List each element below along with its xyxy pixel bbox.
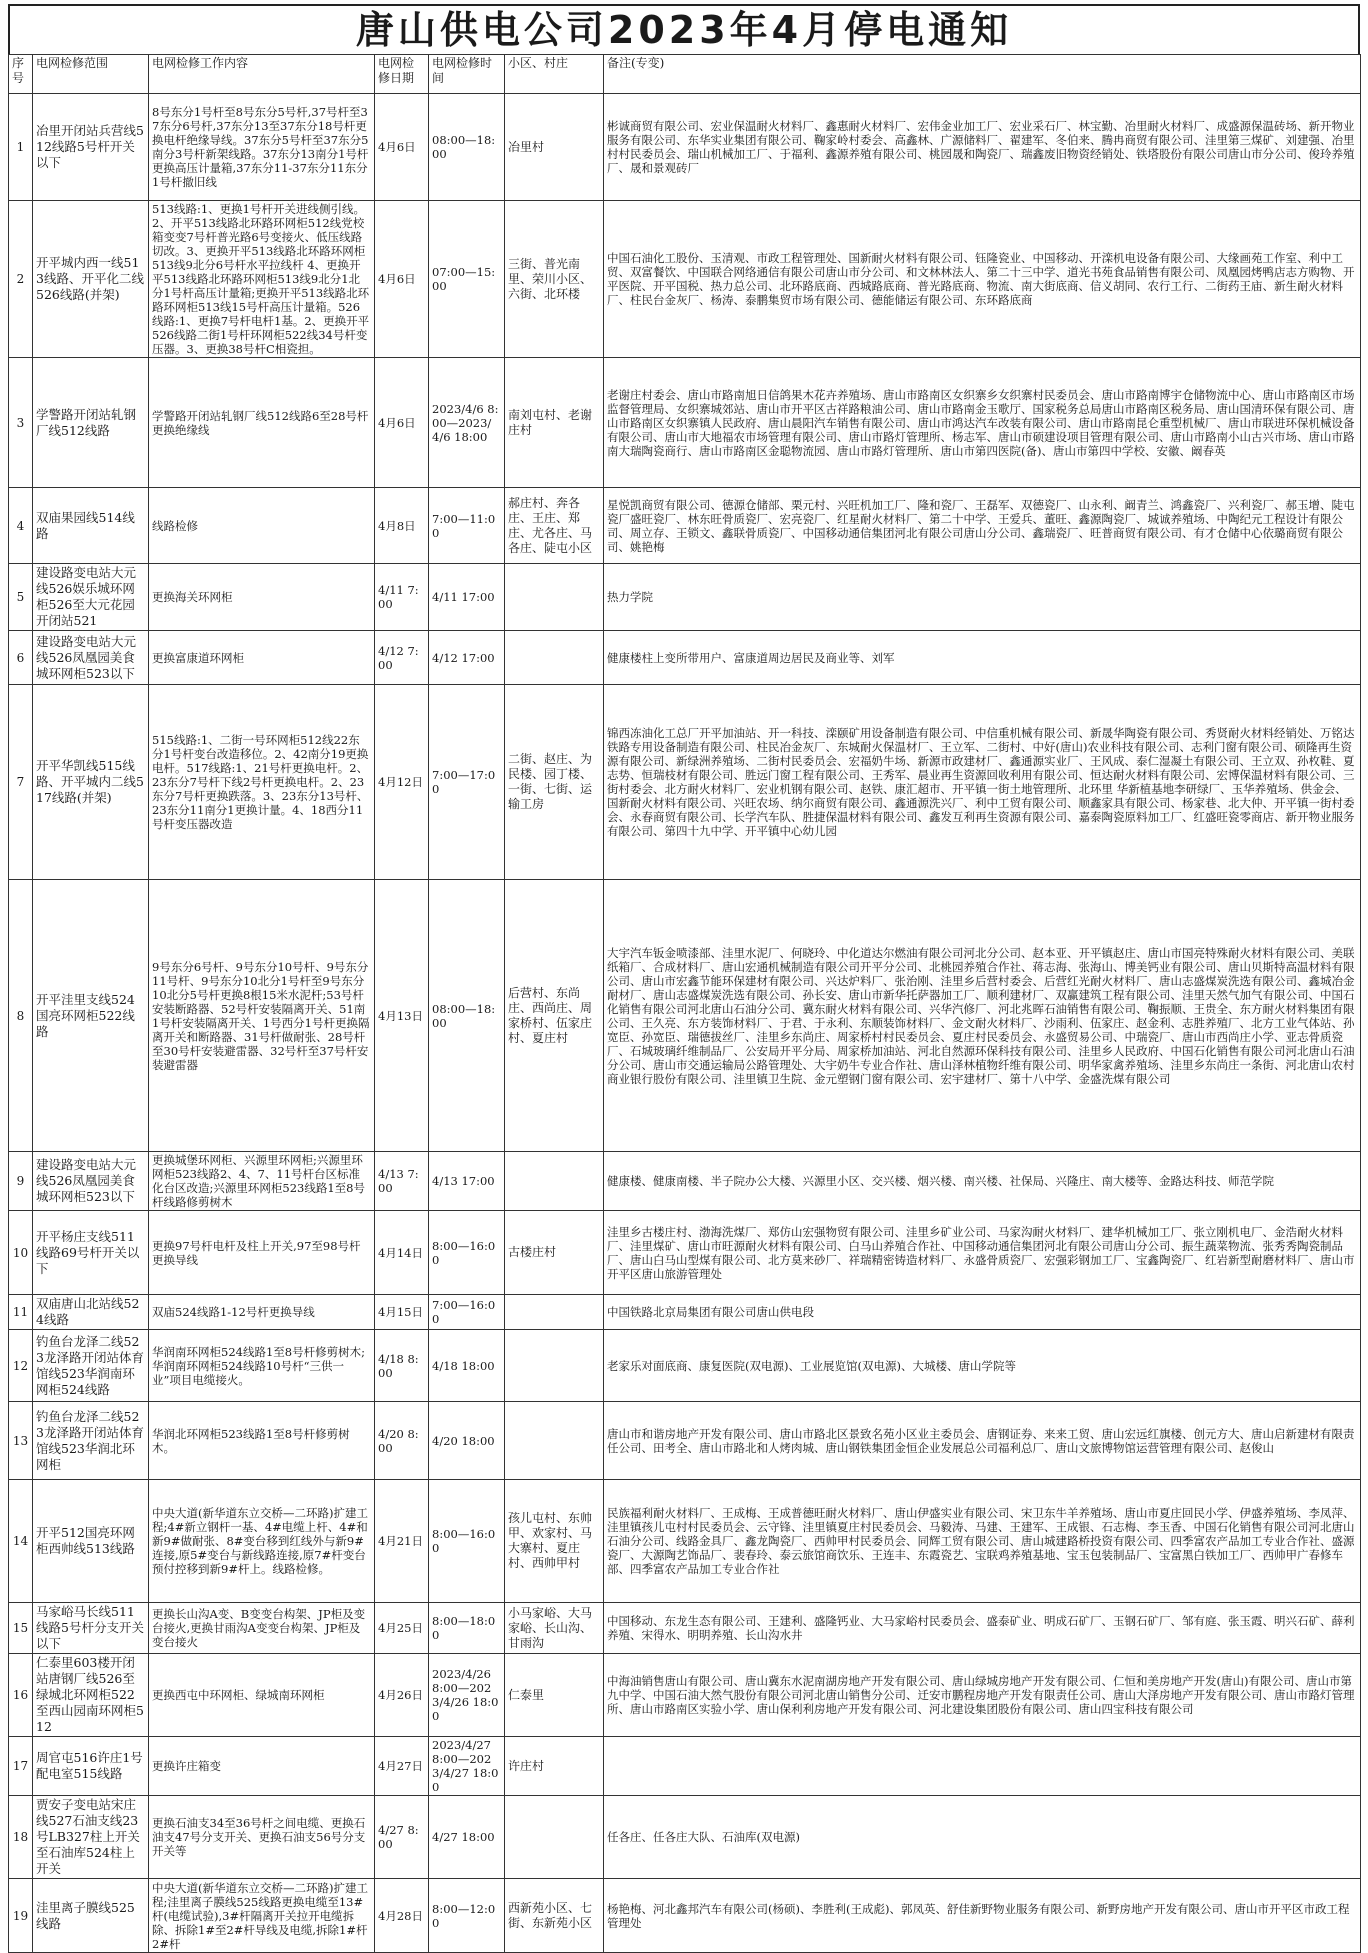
table-row bbox=[9, 1879, 1361, 1953]
cell-village: 西新苑小区、七街、东新苑小区 bbox=[505, 1879, 604, 1953]
cell-note: 老家乐对面底商、康复医院(双电源)、工业展览馆(双电源)、大城楼、唐山学院等 bbox=[604, 1330, 1361, 1402]
cell-note: 唐山市和谐房地产开发有限公司、唐山市路北区景致名苑小区业主委员会、唐钢证券、来来工贸、唐山宏远红旗楼、创元方大、唐山启新建材有限责任公司、田考全、唐山市路北和人烤肉城、唐山钢铁集团金恒企业发展总公司福利总厂、唐山文旅博物馆运营管理有限公司、赵俊山 bbox=[604, 1402, 1361, 1480]
cell-time: 07:00—15:00 bbox=[429, 201, 505, 358]
cell-work: 华润北环网柜523线路1至8号杆修剪树木。 bbox=[149, 1402, 375, 1480]
cell-note: 任各庄、任各庄大队、石油库(双电源) bbox=[604, 1796, 1361, 1879]
cell-no: 14 bbox=[9, 1480, 33, 1603]
cell-no: 16 bbox=[9, 1654, 33, 1737]
cell-work: 线路检修 bbox=[149, 488, 375, 564]
table-row bbox=[9, 564, 1361, 631]
header-range: 电网检修范围 bbox=[33, 55, 149, 94]
cell-range: 学警路开闭站轧钢厂线512线路 bbox=[33, 358, 149, 488]
cell-work: 515线路:1、二街一号环网柜512线22东分1号杆变台改造移位。2、42南分19更换电杆。517线路:1、21号杆更换电杆。2、23东分7号杆下线2号杆更换电杆。2、23东分7号杆更换跌落。3、23东分13号杆、23东分11南分1更换计量。4、18西分11号杆变压器改造 bbox=[149, 685, 375, 880]
cell-date: 4/12 7:00 bbox=[375, 631, 429, 685]
cell-note: 健康楼柱上变所带用户、富康道周边居民及商业等、刘军 bbox=[604, 631, 1361, 685]
cell-village: 古楼庄村 bbox=[505, 1211, 604, 1295]
cell-range: 钓鱼台龙泽二线523龙泽路开闭站体育馆线523华润南环网柜524线路 bbox=[33, 1330, 149, 1402]
table-row bbox=[9, 685, 1361, 880]
cell-range: 仁泰里603楼开闭站唐钢厂线526至绿城北环网柜522至西山园南环网柜512 bbox=[33, 1654, 149, 1737]
cell-date: 4月14日 bbox=[375, 1211, 429, 1295]
cell-work: 513线路:1、更换1号杆开关进线侧引线。2、开平513线路北环路环网柜512线党校箱变变7号杆普光路6号变接火、低压线路切改。3、更换开平513线路北环路环网柜513线9北分6号杆水平拉线杆 4、更换开平513线路北环路环网柜513线9北分1北分1号杆高压计量箱;更换开平513线路北环路环网柜513线15号杆高压计量箱。526线路:1、更换7号杆电杆1基。2、更换开平526线路二街1号杆环网柜522线34号杆变压器。3、更换38号杆C相瓷担。 bbox=[149, 201, 375, 358]
cell-work: 9号东分6号杆、9号东分10号杆、9号东分11号杆、9号东分10北分1号杆至9号东分10北分5号杆更换8根15米水泥杆;53号杆安装断路器、52号杆安装隔离开关、51南1号杆安装隔离开关、1号西分1号杆更换隔离开关和断路器、31号杆做耐张、28号杆至30号杆安装避雷器、32号杆至37号杆安装避雷器 bbox=[149, 880, 375, 1152]
header-village: 小区、村庄 bbox=[505, 55, 604, 94]
cell-note: 星悦凯商贸有限公司、德源仓储部、栗元村、兴旺机加工厂、隆和瓷厂、王磊军、双德瓷厂、山永利、阚青兰、鸿鑫瓷厂、兴利瓷厂、郝玉增、陡屯瓷厂盛旺瓷厂、林东旺骨质瓷厂、宏亮瓷厂、红星耐火材料厂、第二十中学、王爱兵、董旺、鑫源陶瓷厂、城诚养殖场、中陶纪元工程设计有限公司、周立存、王锁文、鑫联骨质瓷厂、中国移动通信集团河北有限公司唐山分公司、鑫瑞瓷厂、旺普商贸有限公司、有才仓储中心依璐商贸有限公司、姚艳梅 bbox=[604, 488, 1361, 564]
table-row bbox=[9, 488, 1361, 564]
table-row bbox=[9, 358, 1361, 488]
cell-range: 马家峪马长线511线路5号杆分支开关以下 bbox=[33, 1603, 149, 1654]
cell-note: 热力学院 bbox=[604, 564, 1361, 631]
cell-note: 中国石油化工股份、玉清观、市政工程管理处、国新耐火材料有限公司、钰隆瓷业、中国移动、开滦机电设备有限公司、大缘画苑工作室、利中工贸、双富餐饮、中国联合网络通信有限公司唐山市分公司、和文林林法人、第二十三中学、道光书苑食品销售有限公司、凤凰园烤鸭店志方购物、开平医院、开平国税、热力总公司、北环路底商、西城路底商、普光路底商、物流、南大街底商、信义胡同、农行工行、二街药王庙、新生耐火材料厂、柱民台金灰厂、杨涛、泰鹏集贸市场有限公司、德能储运有限公司、东环路底商 bbox=[604, 201, 1361, 358]
cell-date: 4月6日 bbox=[375, 358, 429, 488]
cell-work: 8号东分1号杆至8号东分5号杆,37号杆至37东分6号杆,37东分13至37东分18号杆更换电杆绝缘导线。37东分5号杆至37东分5南分3号杆新架线路。37东分13南分1号杆更换高压计量箱,37东分11-37东分11东分1号杆撤旧线 bbox=[149, 94, 375, 201]
cell-village bbox=[505, 631, 604, 685]
cell-village: 南刘屯村、老谢庄村 bbox=[505, 358, 604, 488]
cell-village bbox=[505, 1152, 604, 1211]
cell-range: 开平城内西一线513线路、开平化二线526线路(并架) bbox=[33, 201, 149, 358]
cell-time: 8:00—16:00 bbox=[429, 1211, 505, 1295]
cell-note: 民族福利耐火材料厂、王成梅、王成普德旺耐火材料厂、唐山伊盛实业有限公司、宋卫东牛羊养殖场、唐山市夏庄回民小学、伊盛养殖场、李凤萍、洼里镇孩儿屯村村民委员会、云守锋、洼里镇夏庄村民委员会、马毅涛、马建、王建军、王成银、石志梅、李玉香、中国石化销售有限公司河北唐山石油分公司、线路金具厂、鑫龙陶瓷厂、西帅甲村民委员会、同辉工贸有限公司、唐山城建路桥投资有限公司、四季富农产品加工专业合作社、盛源瓷厂、大源陶艺饰品厂、裴春玲、泰云旅馆商饮乐、王连丰、东霞瓷艺、宝联鸡养殖基地、宝玉包装制品厂、宝富黑白铁加工厂、西帅甲广春修车部、四季富农产品加工专业合作社 bbox=[604, 1480, 1361, 1603]
cell-time: 7:00—11:00 bbox=[429, 488, 505, 564]
cell-range: 开平洼里支线524国亮环网柜522线路 bbox=[33, 880, 149, 1152]
cell-date: 4/27 8:00 bbox=[375, 1796, 429, 1879]
cell-village: 孩儿屯村、东帅甲、欢家村、马大寨村、夏庄村、西帅甲村 bbox=[505, 1480, 604, 1603]
cell-range: 周官屯516许庄1号配电室515线路 bbox=[33, 1737, 149, 1796]
cell-village bbox=[505, 1796, 604, 1879]
cell-note bbox=[604, 1737, 1361, 1796]
cell-work: 双庙524线路1-12号杆更换导线 bbox=[149, 1295, 375, 1330]
cell-no: 5 bbox=[9, 564, 33, 631]
table-body bbox=[9, 94, 1361, 1953]
cell-time: 4/27 18:00 bbox=[429, 1796, 505, 1879]
cell-village bbox=[505, 1402, 604, 1480]
table-row bbox=[9, 1330, 1361, 1402]
cell-time: 2023/4/6 8:00—2023/4/6 18:00 bbox=[429, 358, 505, 488]
cell-range: 贾安子变电站宋庄线527石油支线23号LB327柱上开关至石油库524柱上开关 bbox=[33, 1796, 149, 1879]
cell-range: 建设路变电站大元线526凤凰园美食城环网柜523以下 bbox=[33, 1152, 149, 1211]
cell-work: 更换富康道环网柜 bbox=[149, 631, 375, 685]
cell-time: 2023/4/26 8:00—2023/4/26 18:00 bbox=[429, 1654, 505, 1737]
cell-village: 许庄村 bbox=[505, 1737, 604, 1796]
header-date: 电网检修日期 bbox=[375, 55, 429, 94]
cell-range: 钓鱼台龙泽二线523龙泽路开闭站体育馆线523华润北环网柜 bbox=[33, 1402, 149, 1480]
cell-date: 4月12日 bbox=[375, 685, 429, 880]
cell-note: 洼里乡古楼庄村、渤海洗煤厂、郑仿山宏强物贸有限公司、洼里乡矿业公司、马家沟耐火材料厂、建华机械加工厂、张立刚机电厂、金浩耐火材料厂、洼里煤矿、唐山市旺源耐火材料有限公司、白马山养殖合作社、中国移动通信集团河北有限公司唐山分公司、振生蔬菜物流、张秀秀陶瓷制品厂、唐山白马山型煤有限公司、北方莫来砂厂、祥瑞精密铸造材料厂、永盛骨质瓷厂、宏强彩钢加工厂、宝鑫陶瓷厂、红岩新型耐磨材料厂、唐山市开平区唐山旅游管理处 bbox=[604, 1211, 1361, 1295]
cell-village: 二街、赵庄、为民楼、园丁楼、一街、七街、运输工房 bbox=[505, 685, 604, 880]
cell-date: 4月6日 bbox=[375, 201, 429, 358]
cell-work: 更换西屯中环网柜、绿城南环网柜 bbox=[149, 1654, 375, 1737]
table-row bbox=[9, 1152, 1361, 1211]
cell-note: 大宇汽车钣金喷漆部、洼里水泥厂、何晓玲、中化道达尔燃油有限公司河北分公司、赵本亚、开平镇赵庄、唐山市国亮特殊耐火材料有限公司、美联纸箱厂、合成材料厂、唐山宏通机械制造有限公司开平分公司、北桃园养殖合作社、蒋志海、张海山、博美钙业有限公司、唐山贝斯特高温材料有限公司、唐山市宏鑫节能环保建材有限公司、兴达炉料厂、张治刚、洼里乡后营村委会、后营红光耐火材料厂、唐山志盛煤炭洗选有限公司、鑫城冶金耐材厂、唐山志盛煤炭洗选有限公司、孙长安、唐山市新华托萨器加工厂、顺利建材厂、双赢建筑工程有限公司、洼里天然气加气有限公司、中国石化销售有限公司河北唐山石油分公司、冀东耐火材料有限公司、兴华汽修厂、河北兆晖石油销售有限公司、鞠振顺、王贵全、东方耐火材料集团有限公司、王久亮、东方装饰材料厂、于君、于永利、东顺装饰材料厂、金文耐火材料厂、沙雨利、伍家庄、赵金利、志胜养殖厂、北方工业气体站、孙宽臣、孙宽臣、瑞德拔丝厂、洼里乡东尚庄、周家桥村村民委员会、夏庄村民委员会、永盛贸易公司、中瑞瓷厂、唐山市西尚庄小学、亚志骨质瓷厂、石城玻璃纤维制品厂、公安局开平分局、周家桥加油站、河北自然源环保科技有限公司、洼里乡人民政府、中国石化销售有限公司河北唐山石油分公司、唐山市交通运输局公路管理处、大宇奶牛专业合作社、唐山泽林植物纤维有限公司、明华家禽养殖场、洼里乡东尚庄一条街、河北唐山农村商业银行股份有限公司、洼里镇卫生院、金元塑钢门窗有限公司、宏宇建材厂、第十八中学、金盛洗煤有限公司 bbox=[604, 880, 1361, 1152]
cell-work: 更换97号杆电杆及柱上开关,97至98号杆更换导线 bbox=[149, 1211, 375, 1295]
cell-range: 开平512国亮环网柜西帅线513线路 bbox=[33, 1480, 149, 1603]
cell-time: 4/18 18:00 bbox=[429, 1330, 505, 1402]
cell-time: 7:00—16:00 bbox=[429, 1295, 505, 1330]
table-header-row bbox=[9, 55, 1361, 94]
cell-no: 12 bbox=[9, 1330, 33, 1402]
cell-work: 更换长山沟A变、B变变台构架、JP柜及变台接火,更换甘雨沟A变变台构架、JP柜及变台接火 bbox=[149, 1603, 375, 1654]
cell-time: 2023/4/27 8:00—2023/4/27 18:00 bbox=[429, 1737, 505, 1796]
cell-note: 中国铁路北京局集团有限公司唐山供电段 bbox=[604, 1295, 1361, 1330]
table-row bbox=[9, 94, 1361, 201]
table-row bbox=[9, 880, 1361, 1152]
cell-time: 08:00—18:00 bbox=[429, 94, 505, 201]
cell-range: 双庙唐山北站线524线路 bbox=[33, 1295, 149, 1330]
table-row bbox=[9, 1796, 1361, 1879]
header-work: 电网检修工作内容 bbox=[149, 55, 375, 94]
cell-note: 中海油销售唐山有限公司、唐山冀东水泥南湖房地产开发有限公司、唐山绿城房地产开发有限公司、仁恒和美房地产开发(唐山)有限公司、唐山市第九中学、中国石油大然气股份有限公司河北唐山销售分公司、迁安市鹏程房地产开发有限责任公司、唐山大泽房地产开发有限公司、唐山市路灯管理所、唐山市路南区实验小学、唐山保利利房地产开发有限公司、河北建设集团股份有限公司、唐山四宝科技有限公司 bbox=[604, 1654, 1361, 1737]
cell-no: 19 bbox=[9, 1879, 33, 1953]
cell-time: 4/11 17:00 bbox=[429, 564, 505, 631]
notice-title: 唐山供电公司2023年4月停电通知 bbox=[8, 4, 1360, 54]
cell-village: 郝庄村、奔各庄、王庄、郑庄、尤各庄、马各庄、陡屯小区 bbox=[505, 488, 604, 564]
cell-date: 4/18 8:00 bbox=[375, 1330, 429, 1402]
cell-village: 三街、普光南里、荣川小区、六街、北环楼 bbox=[505, 201, 604, 358]
cell-no: 3 bbox=[9, 358, 33, 488]
table-row bbox=[9, 1603, 1361, 1654]
cell-work: 更换许庄箱变 bbox=[149, 1737, 375, 1796]
cell-time: 8:00—12:00 bbox=[429, 1879, 505, 1953]
cell-time: 4/13 17:00 bbox=[429, 1152, 505, 1211]
cell-no: 11 bbox=[9, 1295, 33, 1330]
cell-village bbox=[505, 1330, 604, 1402]
cell-no: 10 bbox=[9, 1211, 33, 1295]
header-no: 序号 bbox=[9, 55, 33, 94]
cell-no: 13 bbox=[9, 1402, 33, 1480]
cell-work: 更换海关环网柜 bbox=[149, 564, 375, 631]
cell-no: 18 bbox=[9, 1796, 33, 1879]
cell-time: 4/20 18:00 bbox=[429, 1402, 505, 1480]
cell-date: 4月21日 bbox=[375, 1480, 429, 1603]
table-row bbox=[9, 1654, 1361, 1737]
cell-date: 4月6日 bbox=[375, 94, 429, 201]
cell-note: 中国移动、东龙生态有限公司、王建利、盛隆钙业、大马家峪村民委员会、盛泰矿业、明成石矿厂、玉钢石矿厂、邹有庭、张玉霞、明兴石矿、薛利养殖、宋得水、明明养殖、长山沟水井 bbox=[604, 1603, 1361, 1654]
cell-date: 4月8日 bbox=[375, 488, 429, 564]
cell-no: 7 bbox=[9, 685, 33, 880]
cell-date: 4/13 7:00 bbox=[375, 1152, 429, 1211]
cell-time: 08:00—18:00 bbox=[429, 880, 505, 1152]
cell-range: 建设路变电站大元线526娱乐城环网柜526至大元花园开闭站521 bbox=[33, 564, 149, 631]
cell-date: 4月28日 bbox=[375, 1879, 429, 1953]
cell-time: 8:00—16:00 bbox=[429, 1480, 505, 1603]
cell-note: 杨艳梅、河北鑫邦汽车有限公司(杨硕)、李胜利(王成彪)、郭凤英、舒佳新野物业服务有限公司、新野房地产开发有限公司、唐山市开平区市政工程管理处 bbox=[604, 1879, 1361, 1953]
cell-range: 洼里离子膜线525线路 bbox=[33, 1879, 149, 1953]
cell-date: 4/11 7:00 bbox=[375, 564, 429, 631]
cell-work: 更换城堡环网柜、兴源里环网柜;兴源里环网柜523线路2、4、7、11号杆台区标准化台区改造;兴源里环网柜523线路1至8号杆线路修剪树木 bbox=[149, 1152, 375, 1211]
cell-date: 4月13日 bbox=[375, 880, 429, 1152]
cell-range: 建设路变电站大元线526凤凰园美食城环网柜523以下 bbox=[33, 631, 149, 685]
cell-work: 学警路开闭站轧钢厂线512线路6至28号杆更换绝缘线 bbox=[149, 358, 375, 488]
cell-range: 开平华凯线515线路、开平城内二线517线路(并架) bbox=[33, 685, 149, 880]
cell-work: 中央大道(新华道东立交桥—二环路)扩建工程;洼里离子膜线525线路更换电缆至13#杆(电缆试验),3#杆隔离开关拉开电缆拆除、拆除1#至2#杆导线及电缆,拆除1#杆2#杆 bbox=[149, 1879, 375, 1953]
cell-no: 6 bbox=[9, 631, 33, 685]
outage-table bbox=[8, 54, 1361, 1953]
header-time: 电网检修时间 bbox=[429, 55, 505, 94]
cell-note: 健康楼、健康南楼、半子院办公大楼、兴源里小区、交兴楼、烟兴楼、南兴楼、社保局、兴隆庄、南大楼等、金路达科技、师范学院 bbox=[604, 1152, 1361, 1211]
cell-note: 彬诚商贸有限公司、宏业保温耐火材料厂、鑫惠耐火材料厂、宏伟金业加工厂、宏业采石厂、林宝勤、冶里耐火材料厂、成盛源保温砖场、新开物业服务有限公司、东华实业集团有限公司、鞠家岭村委会、高鑫林、广源储料厂、翟建军、冬伯来、腾冉商贸有限公司、洼里第三煤矿、刘建强、冶里村村民委员会、瑞山机械加工厂、于福利、鑫源养殖有限公司、桃园晟和陶瓷厂、瑞鑫废旧物资经销处、铁塔股份有限公司唐山市分公司、俊玲养殖厂、晟和景观砖厂 bbox=[604, 94, 1361, 201]
table-row bbox=[9, 1480, 1361, 1603]
cell-time: 4/12 17:00 bbox=[429, 631, 505, 685]
cell-range: 冶里开闭站兵营线512线路5号杆开关以下 bbox=[33, 94, 149, 201]
cell-no: 15 bbox=[9, 1603, 33, 1654]
cell-range: 开平杨庄支线511线路69号杆开关以下 bbox=[33, 1211, 149, 1295]
cell-village: 仁泰里 bbox=[505, 1654, 604, 1737]
cell-village: 后营村、东尚庄、西尚庄、周家桥村、伍家庄村、夏庄村 bbox=[505, 880, 604, 1152]
cell-village bbox=[505, 564, 604, 631]
cell-note: 锦西冻油化工总厂开平加油站、开一科技、滦颐矿用设备制造有限公司、中信重机械有限公司、新晟华陶瓷有限公司、秀贤耐火材料经销处、万铭达铁路专用设备制造有限公司、柱民冶金灰厂、东城耐火保温材厂、王立军、二街村、中好(唐山)农业科技有限公司、志利门窗有限公司、硕隆再生资源有限公司、新绿洲养殖场、二街村民委员会、宏福奶牛场、新源市政建材厂、鑫通源实业厂、王风成、泰仁湿凝土有限公司、王立双、孙枚鞋、夏志势、恒瑞枝材有限公司、胜远门窗工程有限公司、王秀军、晨业再生资源回收利用有限公司、恒达耐火材料有限公司、宏博保温材料有限公司、三街村委会、北方耐火材料厂、宏业机钢有限公司、赵铁、康汇超市、开平镇一街土地管理所、北环里 华新植基地李研绿厂、玉华养殖场、供金会、国新耐火材料有限公司、兴旺农场、纳尔商贸有限公司、鑫通源洗兴厂、利中工贸有限公司、顺鑫家具有限公司、杨家巷、北大仲、开平镇一街村委会、永春商贸有限公司、长学汽车队、胜捷保温材料有限公司、鑫发互利再生资源有限公司、嘉泰陶瓷原料加工厂、红盛旺瓷零商店、新开物业服务有限公司、第四十九中学、开平镇中心幼儿园 bbox=[604, 685, 1361, 880]
cell-no: 8 bbox=[9, 880, 33, 1152]
table-row bbox=[9, 201, 1361, 358]
cell-no: 2 bbox=[9, 201, 33, 358]
cell-work: 更换石油支34至36号杆之间电缆、更换石油支47号分支开关、更换石油支56号分支开关等 bbox=[149, 1796, 375, 1879]
cell-date: 4/20 8:00 bbox=[375, 1402, 429, 1480]
table-row bbox=[9, 1737, 1361, 1796]
table-row bbox=[9, 631, 1361, 685]
cell-range: 双庙果园线514线路 bbox=[33, 488, 149, 564]
cell-no: 9 bbox=[9, 1152, 33, 1211]
table-row bbox=[9, 1295, 1361, 1330]
cell-note: 老谢庄村委会、唐山市路南旭日信鸽果木花卉养殖场、唐山市路南区女织寨乡女织寨村民委员会、唐山市路南博宇仓储物流中心、唐山市路南区市场监督管理局、女织寨城郊站、唐山市开平区古祥路粮油公司、唐山市路南金玉歌厅、国家税务总局唐山市路南区税务局、唐山国清环保有限公司、唐山市路南区女织寨镇人民政府、唐山晨阳汽车销售有限公司、唐山市鸿达汽车改装有限公司、唐山市路南昆仑重型机械厂、唐山市联进环保机械设备有限公司、唐山市大地福农市场管理有限公司、唐山市路灯管理所、杨志军、唐山市硕建设项目管理有限公司、唐山市路南小山古兴市场、唐山市路南大瑞陶瓷商行、唐山市路南区金聪物流园、唐山市路灯管理所、唐山市第四医院(备)、唐山市第四中学校、安徽、阚春英 bbox=[604, 358, 1361, 488]
cell-work: 中央大道(新华道东立交桥—二环路)扩建工程;4#新立钢杆一基、4#电缆上杆、4#和新9#做耐张、8#变台移到红线外与新9#连接,原5#变台与新线路连接,原7#杆变台预付控移到新9#杆上。线路检修。 bbox=[149, 1480, 375, 1603]
table-row bbox=[9, 1211, 1361, 1295]
cell-date: 4月26日 bbox=[375, 1654, 429, 1737]
cell-date: 4月15日 bbox=[375, 1295, 429, 1330]
table-row bbox=[9, 1402, 1361, 1480]
cell-village: 小马家峪、大马家峪、长山沟、甘雨沟 bbox=[505, 1603, 604, 1654]
header-note: 备注(专变) bbox=[604, 55, 1361, 94]
cell-no: 1 bbox=[9, 94, 33, 201]
cell-no: 4 bbox=[9, 488, 33, 564]
cell-no: 17 bbox=[9, 1737, 33, 1796]
cell-village: 冶里村 bbox=[505, 94, 604, 201]
cell-village bbox=[505, 1295, 604, 1330]
cell-time: 7:00—17:00 bbox=[429, 685, 505, 880]
cell-date: 4月25日 bbox=[375, 1603, 429, 1654]
cell-work: 华润南环网柜524线路1至8号杆修剪树木;华润南环网柜524线路10号杆“三供一业”项目电缆接火。 bbox=[149, 1330, 375, 1402]
cell-time: 8:00—18:00 bbox=[429, 1603, 505, 1654]
notice-page bbox=[8, 4, 1360, 1953]
cell-date: 4月27日 bbox=[375, 1737, 429, 1796]
